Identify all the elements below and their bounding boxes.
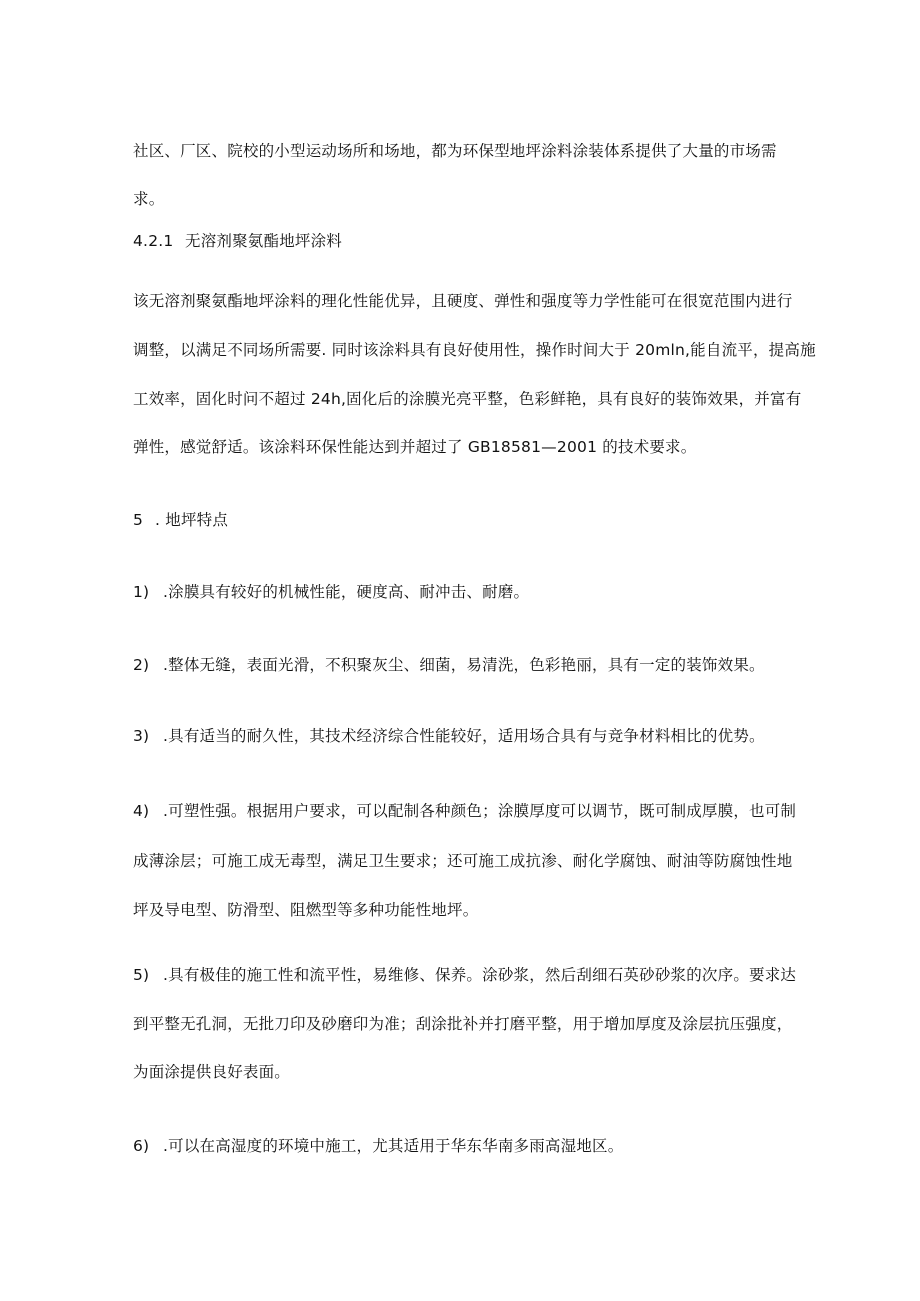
list-item-text: .具有极佳的施工性和流平性，易维修、保养。涂砂浆，然后刮细石英砂砂浆的次序。要求达 [163, 966, 797, 984]
list-item-number: 6) [133, 1137, 150, 1155]
list-item-3 [133, 726, 765, 746]
list-item-number: 5) [133, 966, 150, 984]
section-heading-5 [133, 510, 228, 530]
list-item-5 [133, 965, 796, 985]
list-item-5-line-3: 为面涂提供良好表面。 [133, 1063, 291, 1081]
list-item-number: 3) [133, 727, 150, 745]
section-421-line-1: 该无溶剂聚氨酯地坪涂料的理化性能优异，且硬度、弹性和强度等力学性能可在很宽范围内进行 [133, 292, 793, 310]
list-item-text: .具有适当的耐久性，其技术经济综合性能较好，适用场合具有与竞争材料相比的优势。 [163, 727, 765, 745]
section-421-line-3: 工效率，固化时问不超过 24h,固化后的涂膜光亮平整，色彩鲜艳，具有良好的装饰效果，并富有 [133, 390, 802, 408]
section-number: 4.2.1 [133, 232, 174, 250]
list-item-text: .整体无缝，表面光滑，不积聚灰尘、细菌，易清洗，色彩艳丽，具有一定的装饰效果。 [163, 656, 765, 674]
list-item-2 [133, 655, 765, 675]
list-item-4-line-3: 坪及导电型、防滑型、阻燃型等多种功能性地坪。 [133, 901, 479, 919]
list-item-6 [133, 1136, 623, 1156]
list-item-text: .可塑性强。根据用户要求，可以配制各种颜色；涂膜厚度可以调节，既可制成厚膜，也可制 [163, 802, 797, 820]
section-heading-421 [133, 231, 342, 251]
list-item-number: 2) [133, 656, 150, 674]
section-421-line-2: 调整，以满足不同场所需要. 同时该涂料具有良好使用性，操作时间大于 20mln,能自流平，提高施 [133, 341, 816, 359]
list-item-4 [133, 801, 796, 821]
intro-line-1: 社区、厂区、院校的小型运动场所和场地，都为环保型地坪涂料涂装体系提供了大量的市场需 [133, 142, 777, 160]
list-item-5-line-2: 到平整无孔洞，无批刀印及砂磨印为准；刮涂批补并打磨平整，用于增加厚度及涂层抗压强度， [133, 1015, 793, 1033]
list-item-text: .涂膜具有较好的机械性能，硬度高、耐冲击、耐磨。 [163, 583, 530, 601]
section-number: 5 [133, 511, 144, 529]
list-item-4-line-2: 成薄涂层；可施工成无毒型，满足卫生要求；还可施工成抗渗、耐化学腐蚀、耐油等防腐蚀性地 [133, 852, 793, 870]
list-item-1 [133, 582, 529, 602]
section-421-line-4: 弹性，感觉舒适。该涂料环保性能达到并超过了 GB18581—2001 的技术要求。 [133, 438, 697, 456]
section-title: . 地坪特点 [155, 511, 229, 529]
list-item-number: 1) [133, 583, 150, 601]
intro-line-2: 求。 [133, 190, 165, 208]
list-item-text: .可以在高湿度的环境中施工，尤其适用于华东华南多雨高湿地区。 [163, 1137, 624, 1155]
section-title: 无溶剂聚氨酯地坪涂料 [185, 232, 343, 250]
list-item-number: 4) [133, 802, 150, 820]
